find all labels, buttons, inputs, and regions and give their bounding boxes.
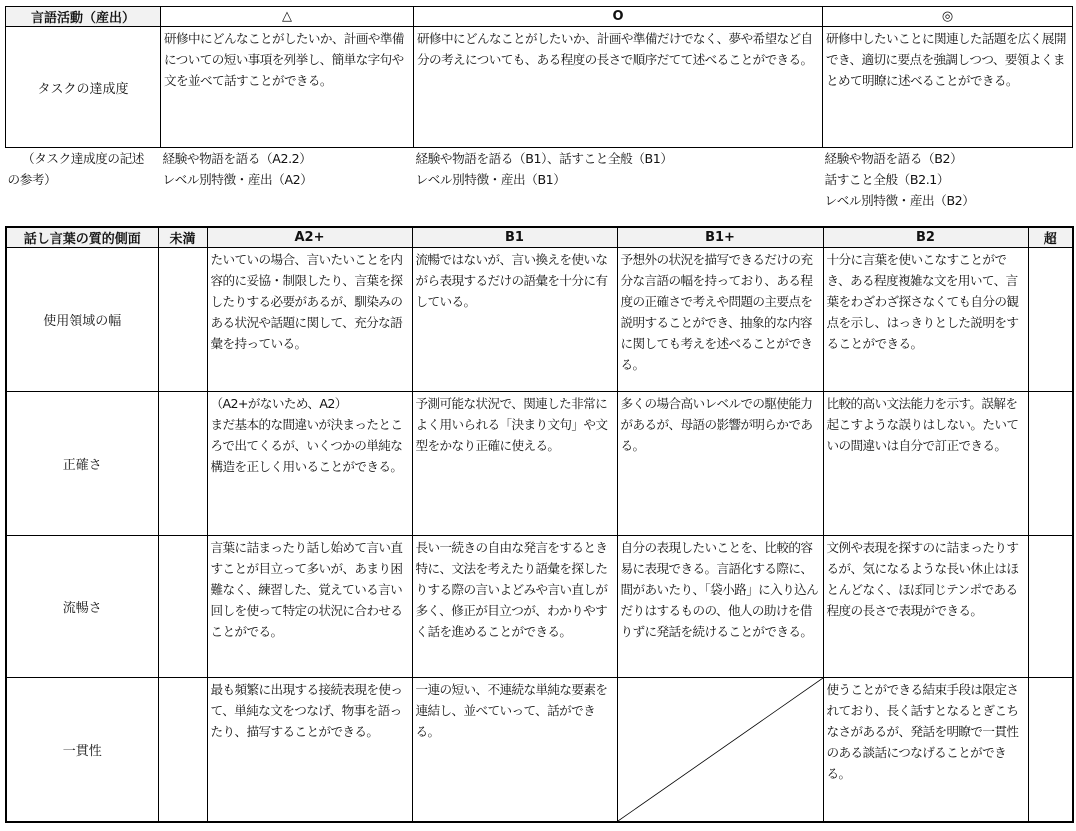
- fluency-row: [6, 536, 1073, 678]
- header-quality-aspect: 話し言葉の質的側面: [6, 227, 158, 248]
- reference-line: レベル別特徴・産出（B1）: [415, 172, 566, 187]
- fluency-cell-b1plus: 自分の表現したいことを、比較的容易に表現できる。言語化する際に、間があいたり、「袋小路」に入り込んだりはするものの、他人の助けを借りずに発話を続けることができる。: [617, 536, 823, 678]
- coherence-cell-b1: 一連の短い、不連続な単純な要素を連結し、並べていって、話ができる。: [412, 678, 617, 823]
- reference-label: [6, 148, 161, 215]
- coherence-cell-a2plus: 最も頻繁に出現する接続表現を使って、単純な文をつなげ、物事を語ったり、描写することができる。: [207, 678, 412, 823]
- range-cell-b2: 十分に言葉を使いこなすことができ、ある程度複雑な文を用いて、言葉をわざわざ探さなくても自分の観点を示し、はっきりとした説明をすることができる。: [823, 248, 1028, 392]
- coherence-cell-b1plus-empty: [617, 678, 823, 823]
- coherence-row: [6, 678, 1073, 823]
- range-row: [6, 248, 1073, 392]
- accuracy-row: [6, 392, 1073, 536]
- reference-label-line1: （タスク達成度の記述: [22, 151, 144, 166]
- fluency-cell-b2: 文例や表現を探すのに詰まったりするが、気になるような長い休止はほとんどなく、ほぼ同じテンポである程度の長さで表現ができる。: [823, 536, 1028, 678]
- reference-row: [6, 148, 1073, 215]
- reference-line: 経験や物語を語る（B1）、話すこと全般（B1）: [415, 151, 673, 166]
- fluency-label: 流暢さ: [6, 536, 158, 678]
- coherence-cell-b2: 使うことができる結束手段は限定されており、長く話すとなるとぎこちなさがあるが、発話を明瞭で一貫性のある談話につなげることができる。: [823, 678, 1028, 823]
- accuracy-cell-below: [158, 392, 207, 536]
- fluency-cell-a2plus: 言葉に詰まったり話し始めて言い直すことが目立って多いが、あまり困難なく、練習した、覚えている言い回しを使って特定の状況に合わせることがでる。: [207, 536, 412, 678]
- task-cell-double-circle: 研修中したいことに関連した話題を広く展開でき、適切に要点を強調しつつ、要領よくまとめて明瞭に述べることができる。: [823, 27, 1073, 148]
- fluency-cell-above: [1028, 536, 1073, 678]
- task-table-header-row: [6, 7, 1073, 27]
- reference-label-line2: の参考）: [7, 172, 57, 187]
- reference-line: 経験や物語を語る（B2）: [824, 151, 963, 166]
- header-circle: O: [414, 7, 823, 27]
- accuracy-cell-b1: 予測可能な状況で、関連した非常によく用いられる「決まり文句」や文型をかなり正確に使える。: [412, 392, 617, 536]
- accuracy-cell-above: [1028, 392, 1073, 536]
- fluency-cell-below: [158, 536, 207, 678]
- fluency-cell-b1: 長い一続きの自由な発言をするとき特に、文法を考えたり語彙を探したりする際の言いよどみや言い直しが多く、修正が目立つが、わかりやすく話を進めることができる。: [412, 536, 617, 678]
- task-achievement-row: [6, 27, 1073, 148]
- reference-cell-double-circle: [823, 148, 1073, 215]
- range-cell-b1plus: 予想外の状況を描写できるだけの充分な言語の幅を持っており、ある程度の正確さで考えや問題の主要点を説明することができ、抽象的な内容に関しても考えを述べることができる。: [617, 248, 823, 392]
- header-language-activity: 言語活動（産出）: [6, 7, 161, 27]
- accuracy-cell-a2plus: （A2+がないため、A2） まだ基本的な間違いが決まったところで出てくるが、いくつかの単純な構造を正しく用いることができる。: [207, 392, 412, 536]
- coherence-cell-above: [1028, 678, 1073, 823]
- reference-line: 話すこと全般（B2.1）: [824, 172, 950, 187]
- header-below: 未満: [158, 227, 207, 248]
- spoken-language-quality-table: [5, 226, 1074, 823]
- header-b1plus: B1+: [617, 227, 823, 248]
- range-cell-b1: 流暢ではないが、言い換えを使いながら表現するだけの語彙を十分に有している。: [412, 248, 617, 392]
- quality-table-header-row: [6, 227, 1073, 248]
- task-cell-circle: 研修中にどんなことがしたいか、計画や準備だけでなく、夢や希望など自分の考えについても、ある程度の長さで順序だてて述べることができる。: [414, 27, 823, 148]
- header-double-circle: ◎: [823, 7, 1073, 27]
- header-a2plus: A2+: [207, 227, 412, 248]
- accuracy-label: 正確さ: [6, 392, 158, 536]
- header-above: 超: [1028, 227, 1073, 248]
- accuracy-cell-b2: 比較的高い文法能力を示す。誤解を起こすような誤りはしない。たいていの間違いは自分で訂正できる。: [823, 392, 1028, 536]
- range-cell-below: [158, 248, 207, 392]
- reference-line: レベル別特徴・産出（B2）: [824, 193, 975, 208]
- accuracy-cell-b1plus: 多くの場合高いレベルでの駆使能力があるが、母語の影響が明らかである。: [617, 392, 823, 536]
- reference-line: 経験や物語を語る（A2.2）: [162, 151, 312, 166]
- header-b2: B2: [823, 227, 1028, 248]
- coherence-label: 一貫性: [6, 678, 158, 823]
- reference-line: レベル別特徴・産出（A2）: [162, 172, 313, 187]
- diagonal-slash: [618, 678, 823, 821]
- reference-cell-circle: [414, 148, 823, 215]
- task-achievement-table: [5, 6, 1073, 214]
- task-cell-triangle: 研修中にどんなことがしたいか、計画や準備についての短い事項を列挙し、簡単な字句や文を並べて話すことができる。: [161, 27, 414, 148]
- task-achievement-label: タスクの達成度: [6, 27, 161, 148]
- coherence-cell-below: [158, 678, 207, 823]
- range-cell-above: [1028, 248, 1073, 392]
- reference-cell-triangle: [161, 148, 414, 215]
- header-triangle: △: [161, 7, 414, 27]
- range-cell-a2plus: たいていの場合、言いたいことを内容的に妥協・制限したり、言葉を探したりする必要があるが、馴染みのある状況や話題に関して、充分な語彙を持っている。: [207, 248, 412, 392]
- header-b1: B1: [412, 227, 617, 248]
- range-label: 使用領域の幅: [6, 248, 158, 392]
